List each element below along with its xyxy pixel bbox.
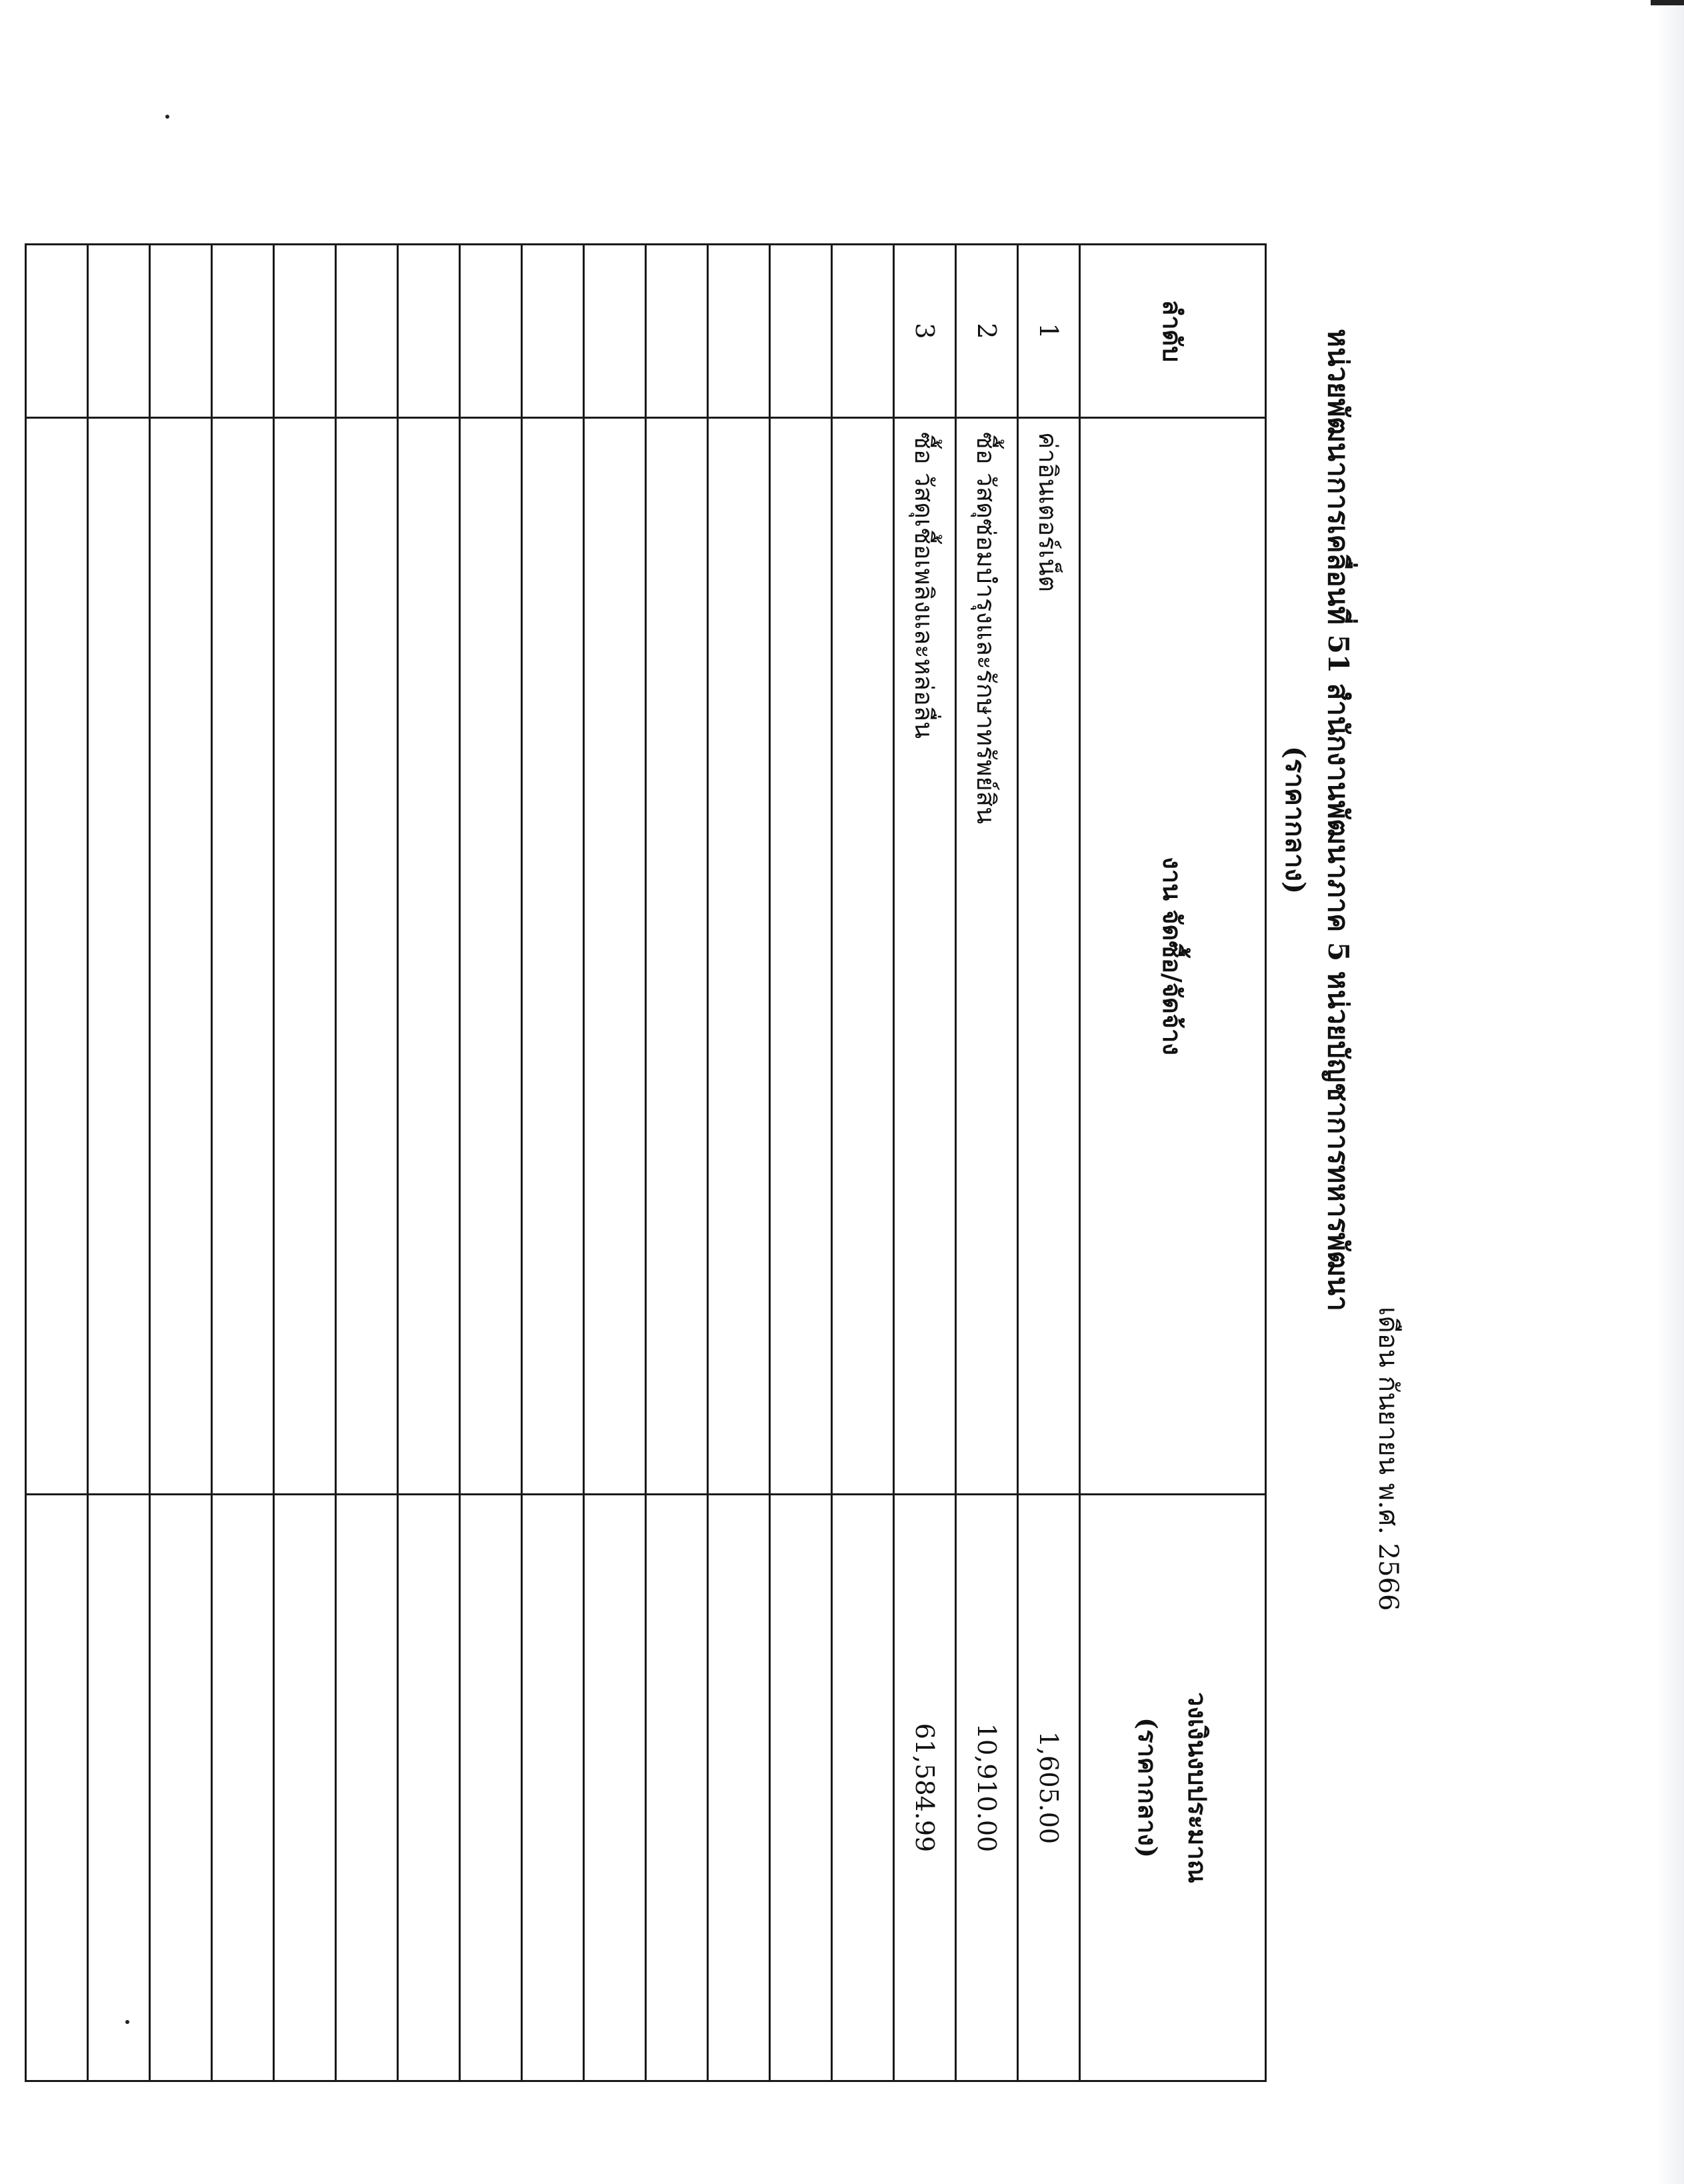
document-title: หน่วยพัฒนาการเคลื่อนที่ 51 สำนักงานพัฒนาภาค 5 หน่วยบัญชาการทหารพัฒนา (1322, 329, 1355, 1311)
empty-row (708, 245, 770, 2081)
empty-row (336, 245, 398, 2081)
empty-row (212, 245, 274, 2081)
header-budget-sublabel: (ราคากลาง) (1133, 1717, 1163, 1858)
document-subtitle: (ราคากลาง) (1279, 746, 1311, 894)
month-line: เดือน กันยายน พ.ศ. 2566 (1373, 1307, 1403, 1611)
scan-edge (1657, 0, 1684, 2184)
table-row (894, 245, 956, 2081)
corner-mark (1651, 0, 1684, 5)
table-header-row (1080, 245, 1266, 2081)
empty-row (150, 245, 212, 2081)
row-seq: 3 (894, 245, 956, 418)
document-page (173, 147, 1440, 2080)
empty-row (26, 245, 88, 2081)
procurement-table (25, 243, 1267, 2082)
row-description: ซื้อ วัสดุเชื้อเพลิงและหล่อลื่น (894, 418, 956, 1495)
row-description: ค่าอินเตอร์เน็ต (1018, 418, 1080, 1495)
header-budget-label: วงเงินงบประมาณ (1183, 1692, 1213, 1883)
row-budget: 1,605.00 (1018, 1495, 1080, 2081)
row-seq: 2 (956, 245, 1018, 418)
empty-row (646, 245, 708, 2081)
header-budget (1080, 1495, 1266, 2081)
empty-row (522, 245, 584, 2081)
empty-row (832, 245, 894, 2081)
empty-row (770, 245, 832, 2081)
empty-row (398, 245, 460, 2081)
header-seq: ลำดับ (1080, 245, 1266, 418)
empty-row (460, 245, 522, 2081)
row-budget: 61,584.99 (894, 1495, 956, 2081)
empty-row (274, 245, 336, 2081)
row-budget: 10,910.00 (956, 1495, 1018, 2081)
table-row (956, 245, 1018, 2081)
empty-row (584, 245, 646, 2081)
header-description: งาน จัดซื้อ/จัดจ้าง (1080, 418, 1266, 1495)
table-row (1018, 245, 1080, 2081)
empty-row (88, 245, 150, 2081)
row-seq: 1 (1018, 245, 1080, 418)
scan-speck (165, 115, 169, 119)
row-description: ซื้อ วัสดุซ่อมบำรุงและรักษาทรัพย์สิน (956, 418, 1018, 1495)
